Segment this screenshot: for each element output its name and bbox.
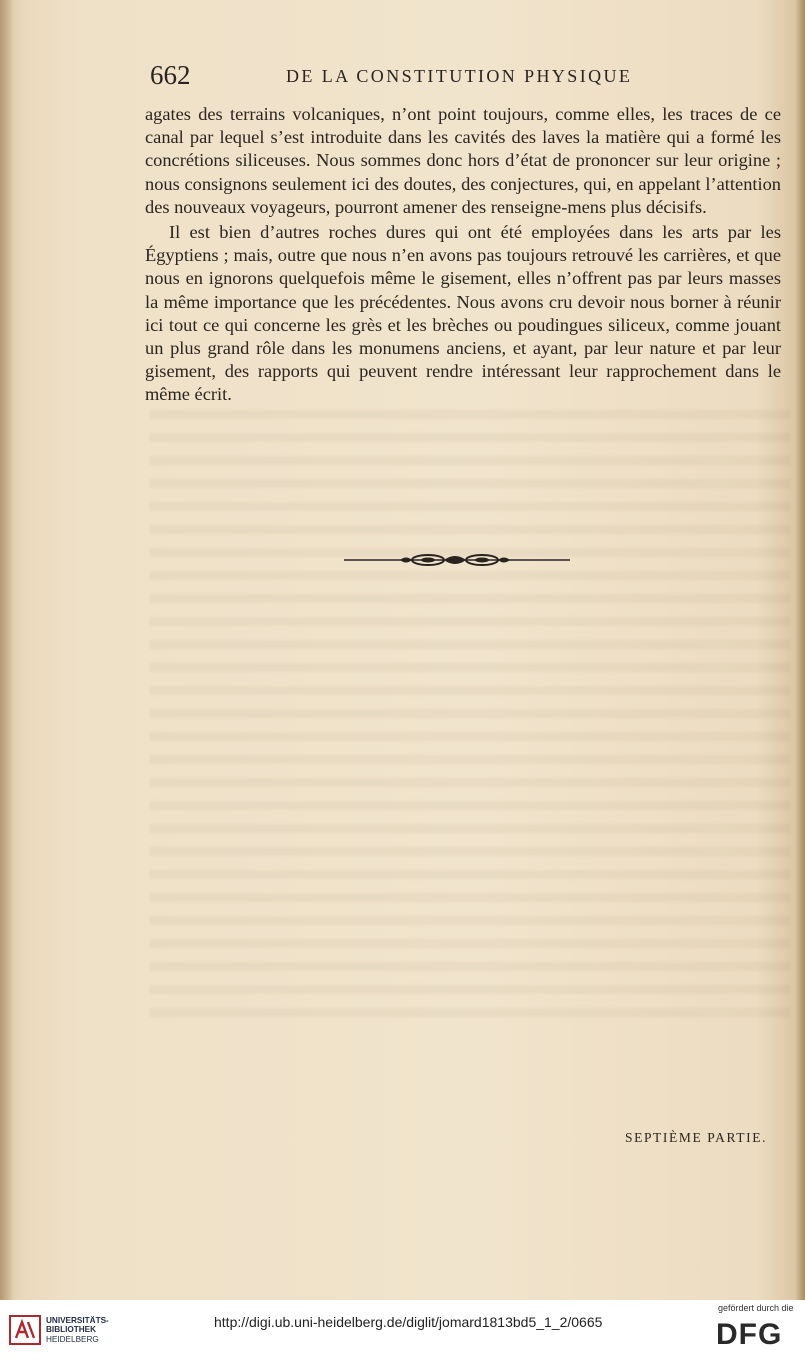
library-name xyxy=(46,1316,109,1344)
viewer-footer xyxy=(0,1300,805,1360)
catchword: SEPTIÈME PARTIE. xyxy=(625,1130,768,1145)
library-name-line-2: BIBLIOTHEK xyxy=(46,1325,97,1335)
funding-caption: gefördert durch die xyxy=(718,1303,794,1313)
ornamental-divider xyxy=(344,550,570,570)
bleed-through-texture xyxy=(150,410,790,1030)
paragraph-1: agates des terrains volcaniques, n’ont point toujours, comme elles, les traces de ce canal par lequel s’est introduite dans les cavités des laves la matière qui a formé les concrétions siliceuses. Nous sommes donc hors d’état de prononcer sur leur origine ; nous consignons seulement ici des doutes, des conjectures, qui, en appelant l’attention des nouveaux voyageurs, pourront amener des renseigne-mens plus décisifs. xyxy=(145,104,781,217)
page-number: 662 xyxy=(150,60,191,90)
paragraph-2: Il est bien d’autres roches dures qui ont été employées dans les arts par les Égyptiens ; mais, outre que nous n’en avons pas toujours retrouvé les carrières, et que nous en ignorons quelquefois même le gisement, elles n’offrent pas par leurs masses la même importance que les précédentes. Nous avons cru devoir nous borner à réunir ici tout ce qui concerne les grès et les brèches ou poudingues siliceux, comme jouant un plus grand rôle dans les monumens anciens, et ayant, par leur nature et par leur gisement, des rapports qui peuvent rendre intéressant leur rapprochement dans le même écrit. xyxy=(145,222,781,405)
body-text xyxy=(145,103,781,407)
library-name-line-1: UNIVERSITÄTS- xyxy=(46,1316,109,1325)
permalink-url[interactable]: http://digi.ub.uni-heidelberg.de/diglit/jomard1813bd5_1_2/0665 xyxy=(214,1314,603,1330)
dfg-logo[interactable]: DFG xyxy=(716,1318,783,1351)
running-head: DE LA CONSTITUTION PHYSIQUE xyxy=(286,66,633,86)
library-name-line-3: HEIDELBERG xyxy=(46,1334,99,1344)
